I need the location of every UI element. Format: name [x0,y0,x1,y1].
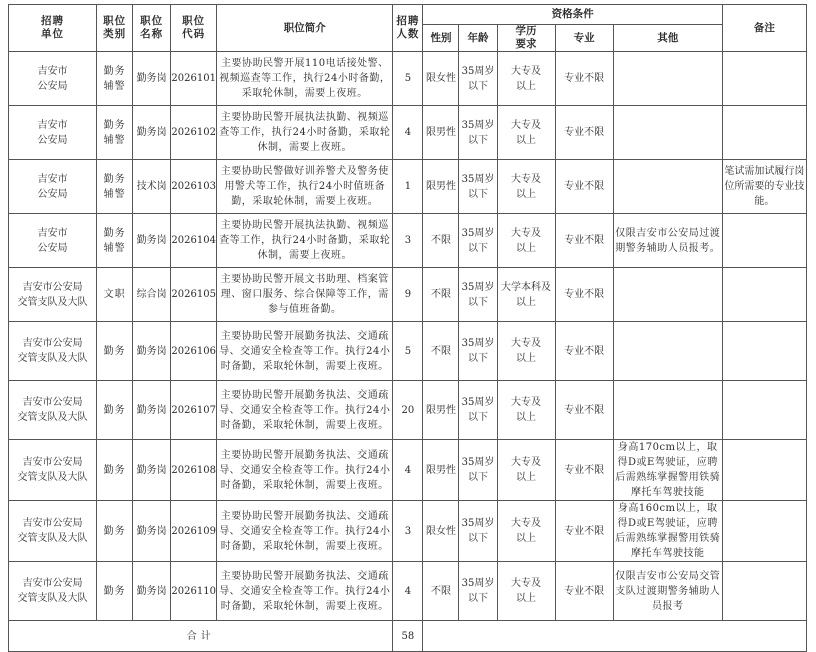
cell-education: 大专及 以上 [497,52,555,106]
cell-education: 大专及 以上 [497,214,555,268]
cell-unit: 吉安市公安局 交管支队及大队 [9,381,97,440]
cell-education: 大专及 以上 [497,440,555,501]
cell-remarks: 笔试需加试履行岗位所需要的专业技能。 [722,160,806,214]
cell-other [613,268,722,322]
cell-gender: 限女性 [423,52,459,106]
cell-category: 勤务 [97,381,133,440]
cell-gender: 不限 [423,214,459,268]
cell-major: 专业不限 [555,562,613,621]
cell-unit: 吉安市公安局 交管支队及大队 [9,322,97,381]
cell-position-name: 勤务岗 [133,562,171,621]
table-row [9,322,807,381]
cell-unit: 吉安市 公安局 [9,106,97,160]
header-description: 职位简介 [217,5,393,52]
cell-category: 勤务 辅警 [97,106,133,160]
cell-category: 勤务 辅警 [97,214,133,268]
cell-description: 主要协助民警做好训养警犬及警务使用警犬等工作，执行24小时值班备勤，采取轮休制，需要上夜班。 [217,160,393,214]
cell-description: 主要协助民警开展文书助理、档案管理、窗口服务、综合保障等工作，需参与值班备勤。 [217,268,393,322]
cell-description: 主要协助民警开展勤务执法、交通疏导、交通安全检查等工作。执行24小时备勤，采取轮休制，需要上夜班。 [217,562,393,621]
cell-other [613,322,722,381]
cell-description: 主要协助民警开展勤务执法、交通疏导、交通安全检查等工作。执行24小时备勤，采取轮休制，需要上夜班。 [217,501,393,562]
table-row [9,440,807,501]
cell-position-name: 勤务岗 [133,106,171,160]
cell-count: 4 [393,106,423,160]
cell-major: 专业不限 [555,160,613,214]
cell-count: 5 [393,52,423,106]
cell-position-name: 勤务岗 [133,440,171,501]
cell-gender: 限男性 [423,381,459,440]
cell-remarks [722,106,806,160]
cell-category: 勤务 [97,322,133,381]
cell-position-name: 勤务岗 [133,322,171,381]
table-row [9,381,807,440]
cell-code: 2026107 [171,381,217,440]
cell-remarks [722,440,806,501]
cell-position-name: 技术岗 [133,160,171,214]
recruitment-table [8,4,807,652]
cell-major: 专业不限 [555,268,613,322]
table-row [9,268,807,322]
cell-major: 专业不限 [555,322,613,381]
table-row [9,106,807,160]
header-remarks: 备注 [722,5,806,52]
cell-age: 35周岁 以下 [459,52,497,106]
cell-code: 2026106 [171,322,217,381]
total-count: 58 [393,621,423,652]
total-label: 合计 [9,621,393,652]
cell-code: 2026102 [171,106,217,160]
cell-age: 35周岁 以下 [459,106,497,160]
cell-remarks [722,501,806,562]
cell-other [613,52,722,106]
cell-gender: 限男性 [423,440,459,501]
total-blank [423,621,807,652]
header-code: 职位 代码 [171,5,217,52]
cell-count: 20 [393,381,423,440]
cell-other: 仅限吉安市公安局交管支队过渡期警务辅助人员报考 [613,562,722,621]
cell-gender: 限男性 [423,160,459,214]
header-other: 其他 [613,25,722,52]
cell-description: 主要协助民警开展执法执勤、视频巡查等工作，执行24小时备勤，采取轮休制，需要上夜班。 [217,214,393,268]
cell-unit: 吉安市公安局 交管支队及大队 [9,268,97,322]
cell-other [613,106,722,160]
cell-code: 2026110 [171,562,217,621]
header-row-1 [9,5,807,25]
cell-education: 大专及 以上 [497,501,555,562]
cell-education: 大专及 以上 [497,160,555,214]
cell-code: 2026101 [171,52,217,106]
header-category: 职位 类别 [97,5,133,52]
cell-age: 35周岁 以下 [459,440,497,501]
cell-education: 大专及 以上 [497,381,555,440]
cell-major: 专业不限 [555,106,613,160]
cell-remarks [722,381,806,440]
cell-position-name: 勤务岗 [133,52,171,106]
cell-count: 5 [393,322,423,381]
cell-code: 2026105 [171,268,217,322]
header-age: 年龄 [459,25,497,52]
cell-education: 大专及 以上 [497,322,555,381]
cell-count: 1 [393,160,423,214]
cell-description: 主要协助民警开展110电话接处警、视频巡查等工作，执行24小时备勤，采取轮休制，需要上夜班。 [217,52,393,106]
cell-age: 35周岁 以下 [459,501,497,562]
header-education: 学历 要求 [497,25,555,52]
cell-other: 身高170cm以上，取得D或E驾驶证，应聘后需熟练掌握警用铁骑摩托车驾驶技能 [613,440,722,501]
cell-unit: 吉安市公安局 交管支队及大队 [9,440,97,501]
cell-gender: 不限 [423,562,459,621]
cell-category: 勤务 辅警 [97,160,133,214]
header-gender: 性别 [423,25,459,52]
cell-age: 35周岁 以下 [459,268,497,322]
cell-other: 仅限吉安市公安局过渡期警务辅助人员报考。 [613,214,722,268]
cell-count: 3 [393,214,423,268]
cell-unit: 吉安市公安局 交管支队及大队 [9,501,97,562]
cell-major: 专业不限 [555,214,613,268]
header-major: 专业 [555,25,613,52]
cell-code: 2026109 [171,501,217,562]
cell-count: 4 [393,440,423,501]
cell-age: 35周岁 以下 [459,562,497,621]
cell-education: 大专及 以上 [497,106,555,160]
cell-gender: 限男性 [423,106,459,160]
cell-other: 身高160cm以上，取得D或E驾驶证，应聘后需熟练掌握警用铁骑摩托车驾驶技能 [613,501,722,562]
cell-other [613,160,722,214]
cell-code: 2026104 [171,214,217,268]
cell-education: 大学本科及 以上 [497,268,555,322]
cell-gender: 不限 [423,322,459,381]
cell-education: 大专及 以上 [497,562,555,621]
cell-age: 35周岁 以下 [459,160,497,214]
cell-description: 主要协助民警开展勤务执法、交通疏导、交通安全检查等工作。执行24小时备勤，采取轮休制，需要上夜班。 [217,381,393,440]
cell-category: 勤务 [97,562,133,621]
table-row [9,562,807,621]
cell-major: 专业不限 [555,381,613,440]
cell-unit: 吉安市 公安局 [9,52,97,106]
cell-position-name: 勤务岗 [133,381,171,440]
cell-unit: 吉安市公安局 交管支队及大队 [9,562,97,621]
cell-position-name: 综合岗 [133,268,171,322]
cell-description: 主要协助民警开展勤务执法、交通疏导、交通安全检查等工作。执行24小时备勤，采取轮休制，需要上夜班。 [217,322,393,381]
cell-major: 专业不限 [555,501,613,562]
cell-remarks [722,322,806,381]
cell-remarks [722,214,806,268]
table-row [9,214,807,268]
cell-gender: 限女性 [423,501,459,562]
cell-count: 3 [393,501,423,562]
cell-unit: 吉安市 公安局 [9,214,97,268]
header-unit: 招聘 单位 [9,5,97,52]
cell-position-name: 勤务岗 [133,214,171,268]
cell-category: 勤务 [97,501,133,562]
table-body [9,52,807,621]
cell-code: 2026103 [171,160,217,214]
table-row [9,501,807,562]
cell-unit: 吉安市 公安局 [9,160,97,214]
cell-major: 专业不限 [555,440,613,501]
cell-age: 35周岁 以下 [459,322,497,381]
cell-code: 2026108 [171,440,217,501]
cell-remarks [722,52,806,106]
cell-category: 勤务 辅警 [97,52,133,106]
header-name: 职位 名称 [133,5,171,52]
cell-remarks [722,562,806,621]
header-qualifications: 资格条件 [423,5,722,25]
cell-description: 主要协助民警开展执法执勤、视频巡查等工作，执行24小时备勤，采取轮休制，需要上夜班。 [217,106,393,160]
cell-remarks [722,268,806,322]
cell-count: 4 [393,562,423,621]
cell-count: 9 [393,268,423,322]
cell-gender: 不限 [423,268,459,322]
cell-major: 专业不限 [555,52,613,106]
cell-position-name: 勤务岗 [133,501,171,562]
table-row [9,52,807,106]
total-row [9,621,807,652]
cell-category: 文职 [97,268,133,322]
header-count: 招聘 人数 [393,5,423,52]
cell-description: 主要协助民警开展勤务执法、交通疏导、交通安全检查等工作。执行24小时备勤，采取轮休制，需要上夜班。 [217,440,393,501]
cell-other [613,381,722,440]
cell-category: 勤务 [97,440,133,501]
cell-age: 35周岁 以下 [459,214,497,268]
cell-age: 35周岁 以下 [459,381,497,440]
table-row [9,160,807,214]
